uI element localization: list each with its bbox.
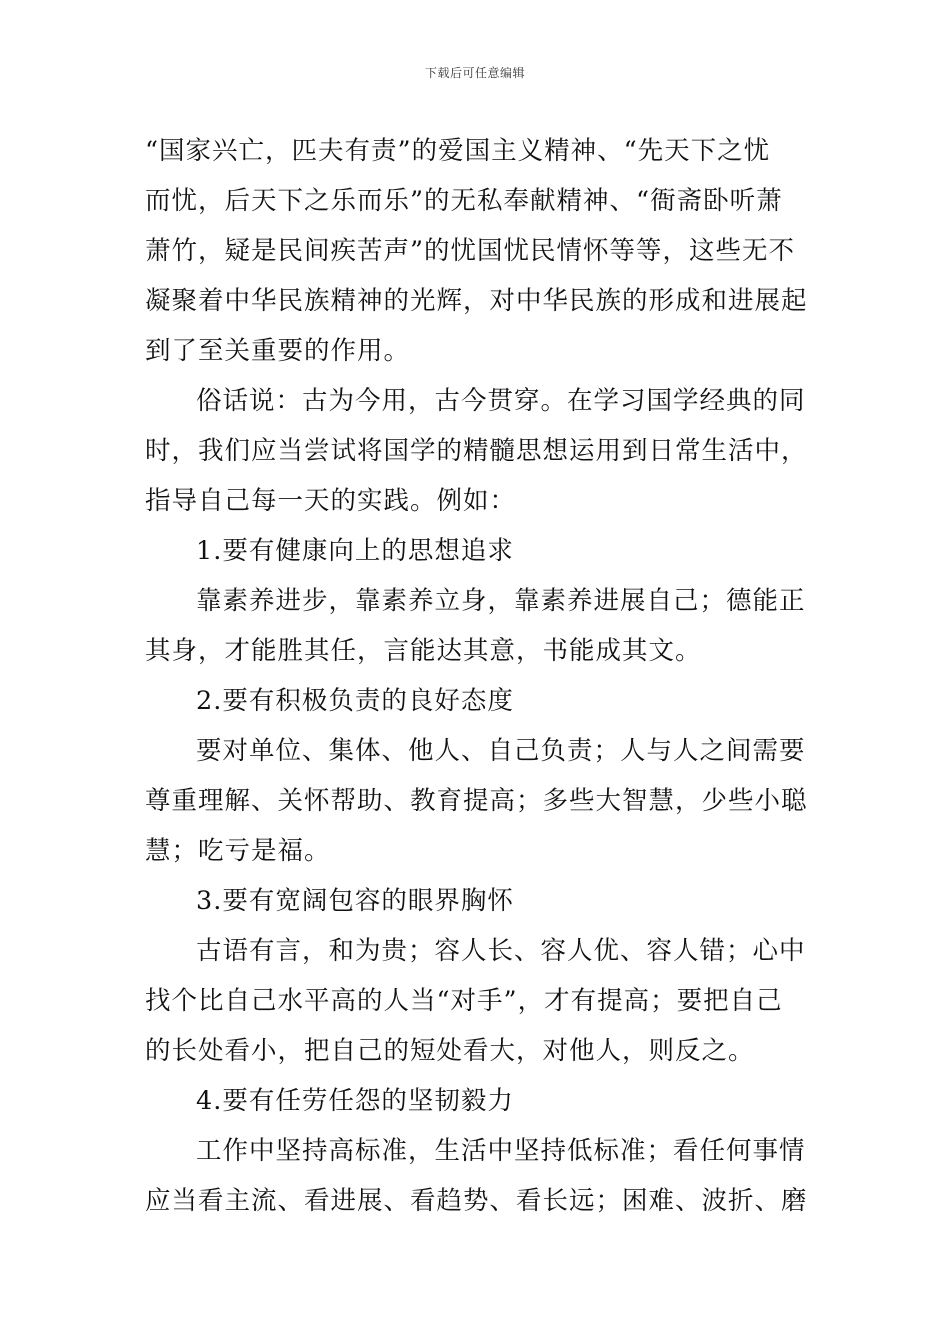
text-line: 时，我们应当尝试将国学的精髓思想运用到日常生活中，: [145, 436, 808, 466]
text-line: 萧竹，疑是民间疾苦声”的忧国忧民情怀等等，这些无不: [145, 236, 796, 266]
section-heading: 1.要有健康向上的思想追求: [196, 536, 514, 566]
text-line: 工作中坚持高标准，生活中坚持低标准；看任何事情: [196, 1136, 806, 1166]
text-line: 的长处看小，把自己的短处看大，对他人，则反之。: [145, 1036, 755, 1066]
document-body: [145, 126, 809, 1226]
text-line: 其身，才能胜其任，言能达其意，书能成其文。: [145, 636, 702, 666]
text-line: “国家兴亡，匹夫有责”的爱国主义精神、“先天下之忧: [145, 136, 771, 166]
text-line: 找个比自己水平高的人当“对手”，才有提高；要把自己: [145, 986, 783, 1016]
text-line: 指导自己每一天的实践。例如：: [145, 486, 517, 516]
section-heading: 2.要有积极负责的良好态度: [196, 686, 514, 716]
page-header: 下载后可任意编辑: [424, 66, 525, 80]
text-line: 而忧，后天下之乐而乐”的无私奉献精神、“衙斋卧听萧: [145, 186, 783, 216]
text-line: 慧；吃亏是福。: [145, 836, 331, 866]
text-line: 到了至关重要的作用。: [145, 336, 411, 366]
text-line: 凝聚着中华民族精神的光辉，对中华民族的形成和进展起: [145, 286, 808, 316]
text-line: 要对单位、集体、他人、自己负责；人与人之间需要: [196, 736, 806, 766]
section-heading: 3.要有宽阔包容的眼界胸怀: [196, 886, 514, 916]
text-line: 靠素养进步，靠素养立身，靠素养进展自己；德能正: [196, 586, 806, 616]
text-line: 古语有言，和为贵；容人长、容人优、容人错；心中: [196, 936, 806, 966]
text-line: 俗话说：古为今用，古今贯穿。在学习国学经典的同: [196, 386, 806, 416]
text-line: 尊重理解、关怀帮助、教育提高；多些大智慧，少些小聪: [145, 786, 808, 816]
section-heading: 4.要有任劳任怨的坚韧毅力: [196, 1086, 514, 1116]
text-line: 应当看主流、看进展、看趋势、看长远；困难、波折、磨: [145, 1186, 808, 1216]
